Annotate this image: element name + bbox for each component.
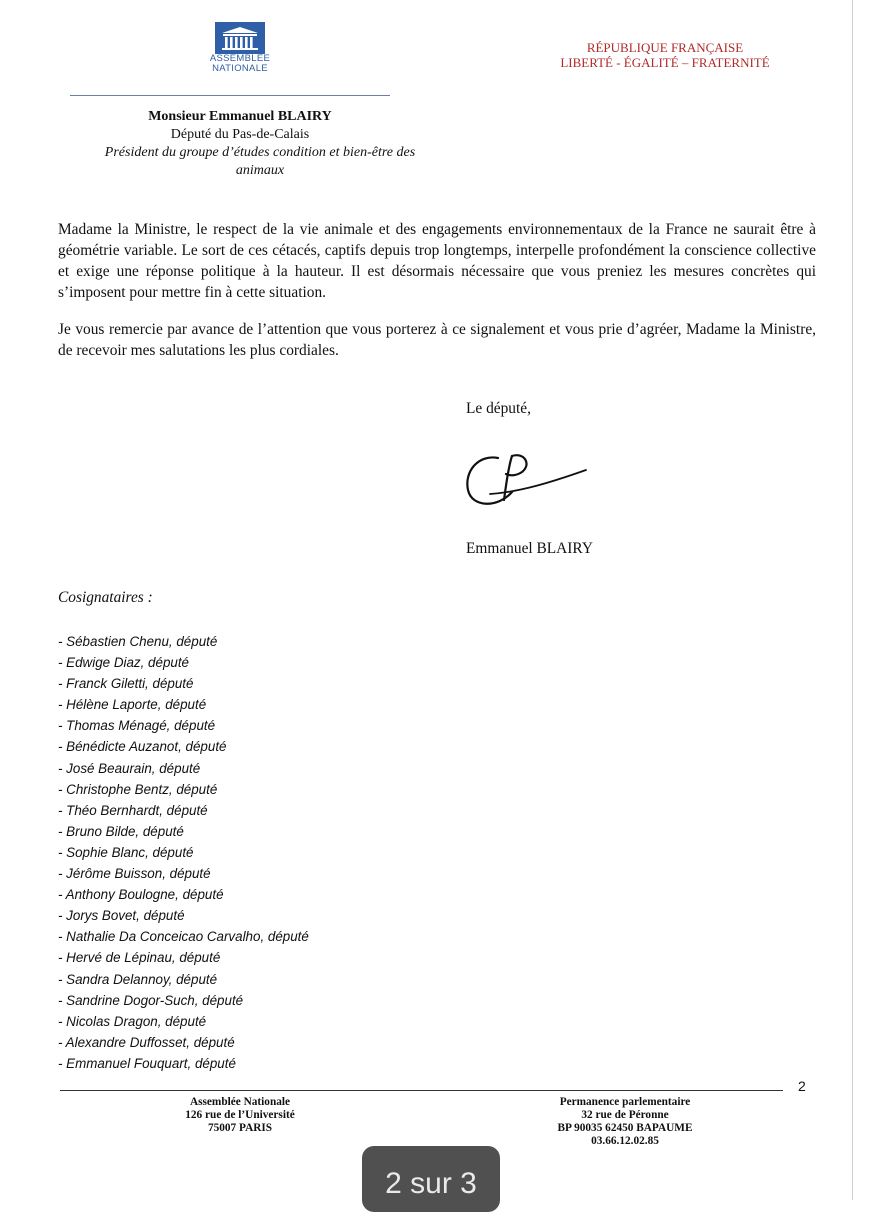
page-edge	[852, 0, 853, 1200]
footer-right-address	[520, 1096, 730, 1148]
republic-title: RÉPUBLIQUE FRANÇAISE	[586, 40, 744, 55]
cosignataire-item: - Nicolas Dragon, député	[58, 1013, 207, 1029]
header-divider	[70, 95, 390, 96]
sender-role: Président du groupe d’études condition et bien-être des animaux	[104, 145, 416, 178]
footer-right-line: 32 rue de Péronne	[581, 1109, 669, 1121]
footer-right-line: BP 90035 62450 BAPAUME	[557, 1122, 693, 1134]
handwritten-signature	[460, 448, 590, 520]
cosignataire-item: - Nathalie Da Conceicao Carvalho, député	[58, 929, 309, 945]
cosignataire-item: - Jérôme Buisson, député	[58, 866, 211, 882]
cosignataire-item: - Hervé de Lépinau, député	[58, 950, 221, 966]
cosignataire-item: - Bruno Bilde, député	[58, 823, 184, 839]
cosignataire-item: - Edwige Diaz, député	[58, 655, 190, 671]
signatory-name: Emmanuel BLAIRY	[466, 540, 593, 557]
building-icon	[215, 22, 265, 54]
cosignataire-item: - José Beaurain, député	[58, 760, 201, 776]
cosignataire-item: - Théo Bernhardt, député	[58, 802, 208, 818]
sender-title: Député du Pas-de-Calais	[170, 127, 310, 142]
cosignataire-item: - Sandra Delannoy, député	[58, 971, 218, 987]
logo-text-line1: ASSEMBLÉE	[209, 53, 271, 64]
cosignataire-item: - Thomas Ménagé, député	[58, 718, 216, 734]
footer-left-address	[150, 1096, 330, 1135]
closing-text: Le député,	[466, 400, 531, 417]
cosignataires-title: Cosignataires :	[58, 589, 153, 606]
footer-right-line: Permanence parlementaire	[559, 1096, 691, 1108]
body-paragraph-1: Madame la Ministre, le respect de la vie animale et des engagements environnementaux de la France ne saurait être à géométrie variable. Le sort de ces cétacés, captifs depuis trop longtemps, interpelle profondément la conscience collective et exige une réponse politique à la hauteur. Il est désormais nécessaire que vous preniez les mesures concrètes qui s’imposent pour mettre fin à cette situation.	[58, 221, 816, 301]
sender-name: Monsieur Emmanuel BLAIRY	[148, 109, 332, 124]
cosignataire-item: - Alexandre Duffosset, député	[58, 1034, 235, 1050]
footer-left-line: 126 rue de l’Université	[185, 1109, 295, 1121]
footer-left-line: 75007 PARIS	[207, 1122, 273, 1134]
cosignataire-item: - Anthony Boulogne, député	[58, 887, 224, 903]
cosignataire-item: - Sébastien Chenu, député	[58, 634, 218, 649]
logo-text-line2: NATIONALE	[212, 63, 268, 74]
cosignataires-list	[58, 631, 309, 1074]
footer-left-line: Assemblée Nationale	[189, 1096, 291, 1108]
sender-block	[40, 108, 440, 180]
assemblee-nationale-logo	[200, 22, 280, 74]
cosignataire-item: - Sophie Blanc, député	[58, 844, 194, 860]
cosignataire-item: - Franck Giletti, député	[58, 676, 194, 692]
republic-header	[520, 40, 810, 70]
cosignataire-item: - Emmanuel Fouquart, député	[58, 1055, 236, 1071]
cosignataire-item: - Christophe Bentz, député	[58, 781, 218, 797]
page-number: 2	[798, 1078, 806, 1094]
footer-right-line: 03.66.12.02.85	[591, 1135, 659, 1147]
cosignataire-item: - Bénédicte Auzanot, député	[58, 739, 227, 755]
page-indicator-overlay: 2 sur 3	[362, 1146, 500, 1212]
footer-divider	[60, 1090, 783, 1091]
republic-motto: LIBERTÉ - ÉGALITÉ – FRATERNITÉ	[560, 55, 770, 70]
cosignataire-item: - Hélène Laporte, député	[58, 697, 207, 713]
cosignataire-item: - Jorys Bovet, député	[58, 908, 185, 924]
cosignataire-item: - Sandrine Dogor-Such, député	[58, 992, 244, 1008]
body-paragraph-2: Je vous remercie par avance de l’attention que vous porterez à ce signalement et vous prie d’agréer, Madame la Ministre, de recevoir mes salutations les plus cordiales.	[58, 321, 816, 359]
